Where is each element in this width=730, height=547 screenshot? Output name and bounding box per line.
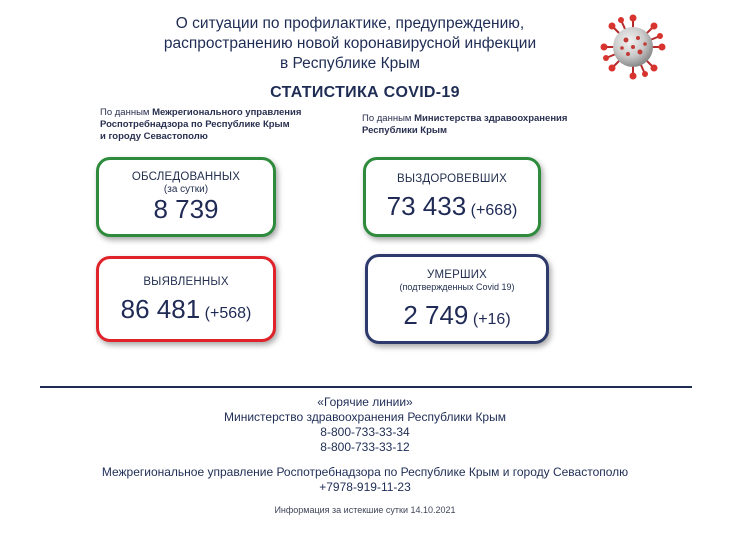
- deaths-label: УМЕРШИХ: [426, 269, 488, 281]
- recovered-label: ВЫЗДОРОВЕВШИХ: [397, 173, 507, 185]
- statistics-title: СТАТИСТИКА COVID-19: [270, 84, 460, 101]
- card-deaths: [365, 254, 549, 344]
- recovered-value: 73 433: [386, 191, 467, 221]
- page-title: [120, 14, 580, 74]
- deaths-delta: (+16): [472, 311, 511, 328]
- info-date: Информация за истекшие сутки 14.10.2021: [274, 505, 456, 515]
- card-recovered: [363, 157, 541, 237]
- hotlines-title: «Горячие линии»: [317, 395, 413, 409]
- title-line-1: О ситуации по профилактике, предупреждению,: [175, 15, 525, 32]
- source-left-line3: и городу Севастополю: [100, 131, 208, 142]
- rospotreb-block: [0, 465, 730, 495]
- card-detected: [96, 256, 276, 342]
- source-left-org: Межрегионального управления: [152, 107, 302, 118]
- hotlines-block: [0, 395, 730, 455]
- source-right-prefix: По данным: [362, 113, 415, 124]
- detected-delta: (+568): [204, 305, 252, 322]
- detected-value: 86 481: [120, 294, 201, 324]
- phone-2: 8-800-733-33-12: [320, 440, 410, 454]
- source-left-line2: Роспотребнадзора по Республике Крым: [100, 119, 290, 130]
- deaths-sublabel: (подтвержденных Covid 19): [399, 282, 515, 292]
- title-line-2: распространению новой коронавирусной инфекции: [163, 35, 537, 52]
- ministry-name: Министерство здравоохранения Республики Крым: [224, 410, 506, 424]
- examined-sublabel: (за сутки): [163, 184, 209, 195]
- divider: [40, 386, 692, 388]
- source-right-org: Министерства здравоохранения: [414, 113, 568, 124]
- source-left-prefix: По данным: [100, 107, 153, 118]
- detected-label: ВЫЯВЛЕННЫХ: [143, 276, 229, 288]
- card-examined: [96, 157, 276, 237]
- source-rospotrebnadzor: [100, 107, 310, 143]
- source-ministry: [362, 113, 582, 137]
- recovered-delta: (+668): [470, 202, 518, 219]
- phone-1: 8-800-733-33-34: [320, 425, 410, 439]
- coronavirus-icon: [600, 14, 666, 80]
- rospotreb-name: Межрегиональное управление Роспотребнадзора по Республике Крым и городу Севастополю: [101, 465, 629, 479]
- examined-value: 8 739: [153, 194, 219, 224]
- title-line-3: в Республике Крым: [279, 55, 421, 72]
- examined-label: ОБСЛЕДОВАННЫХ: [131, 171, 241, 183]
- deaths-value: 2 749: [403, 300, 469, 330]
- phone-3: +7978-919-11-23: [319, 480, 411, 494]
- source-right-line2: Республики Крым: [362, 125, 448, 136]
